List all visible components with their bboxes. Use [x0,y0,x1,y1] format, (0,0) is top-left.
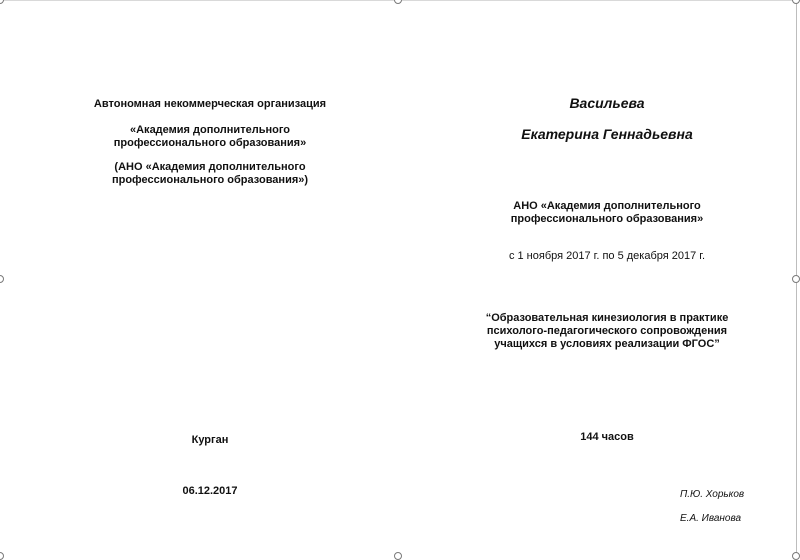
resize-handle-bottom-left[interactable] [0,552,4,560]
training-period: с 1 ноября 2017 г. по 5 декабря 2017 г. [508,250,706,262]
certificate-left-page [40,0,380,558]
city: Курган [191,434,229,446]
org-name: «Академия дополнительного профессионального образования» [113,124,307,149]
recipient-surname: Васильева [569,95,645,111]
org-abbreviation: (АНО «Академия дополнительного профессионального образования») [111,161,309,186]
course-title: “Образовательная кинезиология в практике психолого-педагогического сопровождения учащихся в условиях реализации ФГОС” [485,312,729,350]
signatory-1: П.Ю. Хорьков [680,489,745,500]
recipient-given-names: Екатерина Геннадьевна [521,126,693,142]
organization: АНО «Академия дополнительного профессионального образования» [510,200,704,225]
issue-date: 06.12.2017 [182,485,238,497]
org-type: Автономная некоммерческая организация [93,98,327,110]
course-hours: 144 часов [580,431,634,443]
signatory-2: Е.А. Иванова [680,513,742,524]
certificate-right-page [412,0,800,558]
resize-handle-bottom-center[interactable] [394,552,402,560]
